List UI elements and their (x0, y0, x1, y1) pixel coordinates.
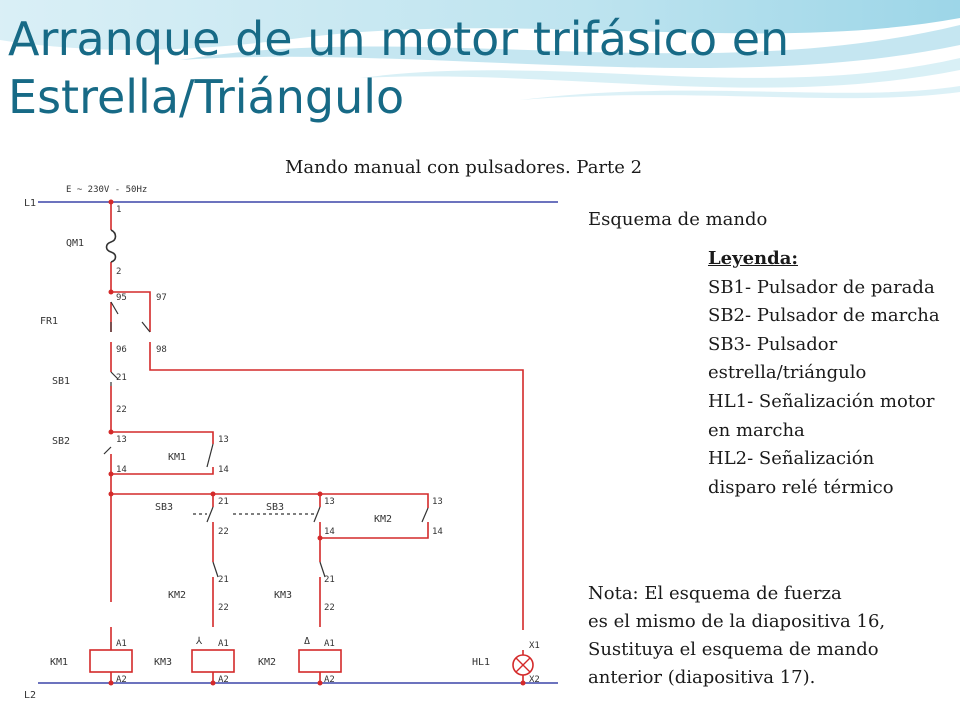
junction-dot (109, 681, 114, 686)
terminal-96: 96 (116, 345, 127, 355)
label-coil-km3: KM3 (154, 657, 173, 668)
coil-km3 (192, 650, 234, 672)
legend-item-sb2: SB2- Pulsador de marcha (708, 305, 940, 327)
junction-dot (109, 430, 114, 435)
slide-title: Arranque de un motor trifásico en Estrella/Triángulo (8, 12, 790, 124)
legend-item-sb1: SB1- Pulsador de parada (708, 276, 935, 298)
terminal-13a: 13 (116, 435, 127, 445)
legend-item-hl1: HL1- Señalización motor en marcha (708, 390, 935, 441)
legend-item-sb3: SB3- Pulsador estrella/triángulo (708, 333, 867, 384)
label-sb1: SB1 (52, 376, 71, 387)
terminal-a1-km3: A1 (218, 639, 229, 649)
slide-subtitle: Mando manual con pulsadores. Parte 2 (285, 157, 643, 178)
junction-dot (109, 200, 114, 205)
junction-dot (318, 492, 323, 497)
label-lamp-hl1: HL1 (472, 657, 491, 668)
label-coil-km2: KM2 (258, 657, 277, 668)
esquema-title: Esquema de mando (588, 209, 768, 230)
terminal-14d: 14 (432, 527, 443, 537)
terminal-2: 2 (116, 267, 122, 277)
legend-title: Leyenda: (708, 248, 798, 269)
terminal-21a: 21 (116, 373, 127, 383)
label-coil-km1: KM1 (50, 657, 69, 668)
terminal-21c: 21 (218, 575, 229, 585)
terminal-97: 97 (156, 293, 167, 303)
junction-dot (109, 472, 114, 477)
terminal-x1: X1 (529, 641, 540, 651)
legend-panel (708, 245, 948, 502)
label-sb3-a: SB3 (155, 502, 174, 513)
terminal-13d: 13 (432, 497, 443, 507)
label-fr1: FR1 (40, 316, 59, 327)
label-qm1: QM1 (66, 238, 85, 249)
label-sb3-b: SB3 (266, 502, 285, 513)
bus-l2-label: L2 (24, 690, 37, 700)
terminal-21b: 21 (218, 497, 229, 507)
control-circuit-diagram (18, 182, 563, 700)
terminal-1: 1 (116, 205, 122, 215)
note-line: es el mismo de la diapositiva 16, (588, 611, 886, 632)
note-panel (588, 580, 958, 692)
note-line: Nota: El esquema de fuerza (588, 583, 842, 604)
note-line: Sustituya el esquema de mando (588, 639, 879, 660)
label-km1-hold: KM1 (168, 452, 187, 463)
note-line: anterior (diapositiva 17). (588, 667, 816, 688)
terminal-13b: 13 (218, 435, 229, 445)
terminal-a2-km1: A2 (116, 675, 127, 685)
junction-dot (109, 492, 114, 497)
junction-dot (318, 681, 323, 686)
terminal-98: 98 (156, 345, 167, 355)
terminal-14b: 14 (218, 465, 229, 475)
terminal-95: 95 (116, 293, 127, 303)
terminal-a1-km1: A1 (116, 639, 127, 649)
terminal-13c: 13 (324, 497, 335, 507)
label-km2-interlock: KM2 (168, 590, 187, 601)
star-symbol: ⅄ (196, 636, 203, 647)
junction-dot (318, 536, 323, 541)
bus-l1-label: L1 (24, 198, 37, 209)
legend-item-hl2: HL2- Señalización disparo relé térmico (708, 448, 894, 498)
junction-dot (521, 681, 526, 686)
label-km3-interlock: KM3 (274, 590, 293, 601)
junction-dot (109, 290, 114, 295)
terminal-a2-km2: A2 (324, 675, 335, 685)
terminal-a2-km3: A2 (218, 675, 229, 685)
terminal-14a: 14 (116, 465, 127, 475)
delta-symbol: Δ (304, 636, 311, 647)
junction-dot (211, 492, 216, 497)
terminal-14c: 14 (324, 527, 335, 537)
supply-label: E ~ 230V - 50Hz (66, 185, 148, 195)
terminal-22a: 22 (116, 405, 127, 415)
terminal-a1-km2: A1 (324, 639, 335, 649)
terminal-22b: 22 (218, 527, 229, 537)
terminal-21d: 21 (324, 575, 335, 585)
junction-dot (211, 681, 216, 686)
terminal-22c: 22 (218, 603, 229, 613)
label-km2-hold: KM2 (374, 514, 393, 525)
coil-km1 (90, 650, 132, 672)
label-sb2: SB2 (52, 436, 71, 447)
terminal-22d: 22 (324, 603, 335, 613)
terminal-x2: X2 (529, 675, 540, 685)
coil-km2 (299, 650, 341, 672)
